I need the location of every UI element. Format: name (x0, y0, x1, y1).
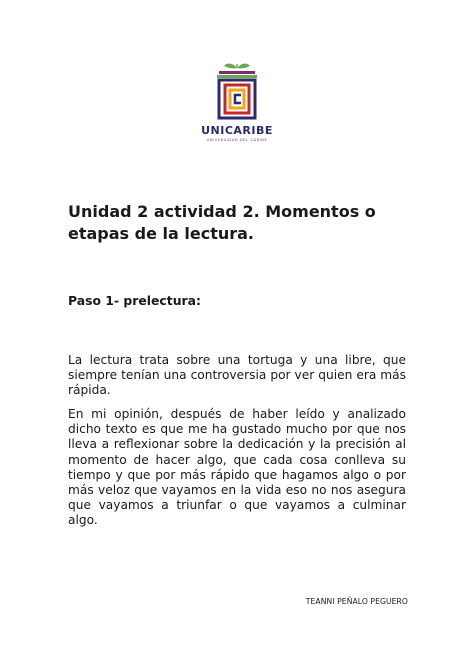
step-heading: Paso 1- prelectura: (68, 293, 201, 308)
author-name: TEANNI PEÑALO PEGUERO (305, 597, 408, 606)
page-title: Unidad 2 actividad 2. Momentos o etapas de la lectura. (68, 202, 376, 243)
brand-name: UNICARIBE (201, 124, 273, 137)
paragraph-opinion: En mi opinión, después de haber leído y analizado dicho texto es que me ha gustado mucho por que nos lleva a reflexionar sobre la dedicación y la precisión al momento de hacer algo, que cada cosa conlleva su tiempo y que por más rápido que hagamos algo o por más veloz que vayamos en la vida eso no nos asegura que vayamos a triunfar o que vayamos a culminar algo. (68, 407, 406, 528)
university-emblem-icon (215, 62, 259, 120)
brand-subtitle: UNIVERSIDAD DEL CARIBE (206, 138, 268, 142)
unicaribe-logo (200, 62, 274, 142)
paragraph-summary: La lectura trata sobre una tortuga y una libre, que siempre tenían una controversia por ver quien era más rápida. (68, 353, 406, 398)
